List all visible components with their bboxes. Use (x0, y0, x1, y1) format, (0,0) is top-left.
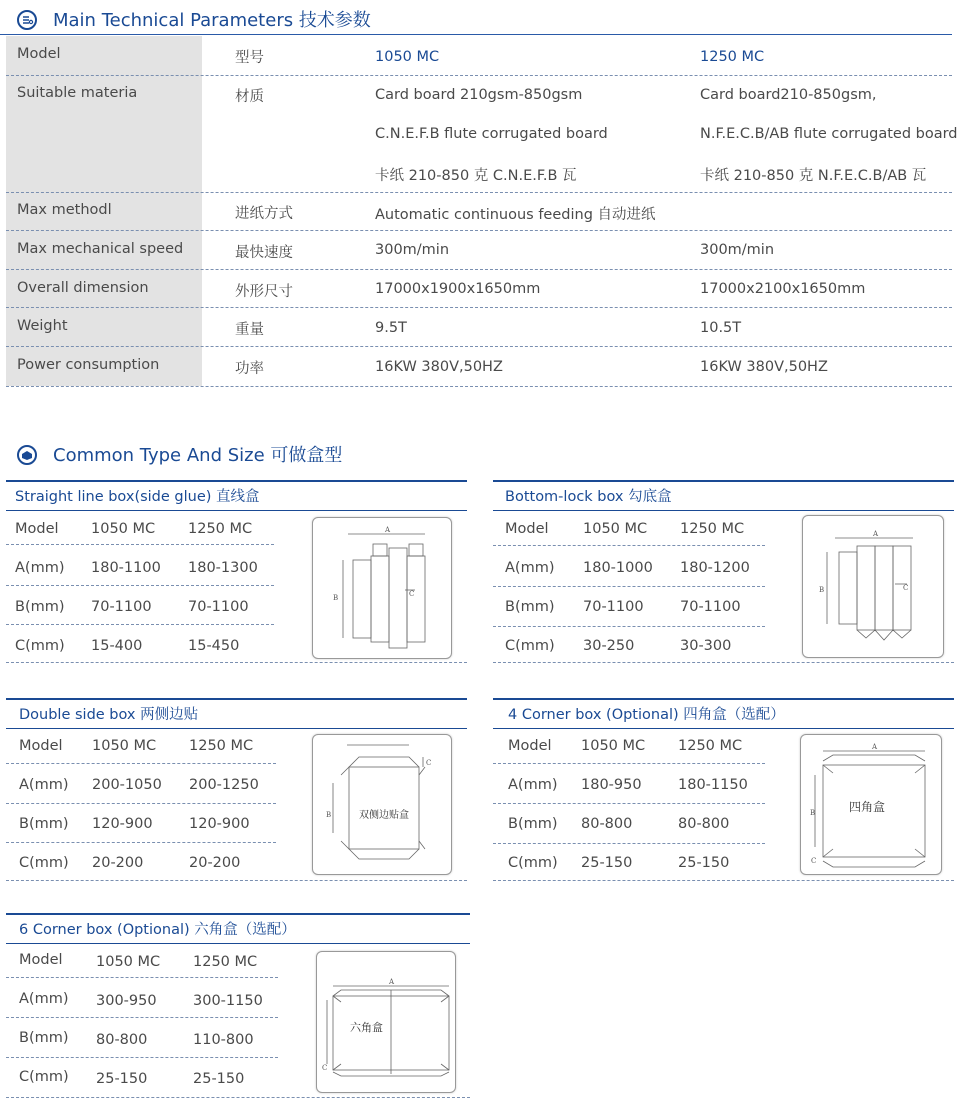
param-label-model: Model (17, 46, 61, 62)
row-divider (493, 843, 765, 844)
dimension-b-label: B (819, 586, 825, 594)
box-top-line (6, 698, 467, 700)
double-row1-1050: 200-1050 (92, 777, 162, 793)
box-top-line (493, 698, 954, 700)
box-top-line (6, 480, 467, 482)
param-model-1250: 1250 MC (700, 49, 765, 65)
param-cn-speed: 最快速度 (235, 245, 293, 261)
dimension-c-label: C (903, 584, 909, 592)
straight-row0-label: Model (15, 521, 59, 537)
four-row0-label: Model (508, 738, 552, 754)
four-row2-1050: 80-800 (581, 816, 633, 832)
straight-row2-label: B(mm) (15, 599, 65, 615)
bottom-row1-1050: 180-1000 (583, 560, 653, 576)
row-divider (493, 880, 954, 881)
six-row2-label: B(mm) (19, 1030, 69, 1046)
six-row1-1250: 300-1150 (193, 993, 263, 1009)
box-header-line (6, 728, 467, 729)
param-dimension-1050: 17000x1900x1650mm (375, 281, 541, 297)
straight-row1-label: A(mm) (15, 560, 65, 576)
straight-row2-1250: 70-1100 (188, 599, 249, 615)
double-row0-label: Model (19, 738, 63, 754)
four-row3-label: C(mm) (508, 855, 558, 871)
four-row1-1050: 180-950 (581, 777, 642, 793)
straight-box-diagram (312, 517, 452, 659)
param-method-value: Automatic continuous feeding 自动进纸 (375, 207, 656, 223)
double-row2-label: B(mm) (19, 816, 69, 832)
four-corner-title: 4 Corner box (Optional) 四角盒（选配） (508, 707, 785, 723)
double-row2-1250: 120-900 (189, 816, 250, 832)
row-divider (493, 803, 765, 804)
box-header-line (493, 510, 954, 511)
row-divider (6, 1017, 278, 1018)
six-row0-1250: 1250 MC (193, 954, 258, 970)
four-row0-1050: 1050 MC (581, 738, 646, 754)
dimension-c-label: C (409, 590, 415, 598)
four-row3-1250: 25-150 (678, 855, 730, 871)
types-header (0, 437, 952, 471)
double-row0-1250: 1250 MC (189, 738, 254, 754)
straight-row3-1050: 15-400 (91, 638, 143, 654)
param-cn-dimension: 外形尺寸 (235, 284, 293, 300)
param-cn-power: 功率 (235, 361, 264, 377)
row-divider (6, 192, 952, 193)
dimension-c-label: C (322, 1064, 328, 1072)
dimension-c-label: C (811, 857, 817, 865)
double-side-diagram (312, 734, 452, 875)
double-row1-label: A(mm) (19, 777, 69, 793)
straight-row3-label: C(mm) (15, 638, 65, 654)
bottom-row0-1050: 1050 MC (583, 521, 648, 537)
param-material-1050-line2: C.N.E.F.B flute corrugated board (375, 126, 608, 142)
row-divider (493, 586, 765, 587)
param-power-1050: 16KW 380V,50HZ (375, 359, 503, 375)
row-divider (6, 307, 952, 308)
six-row0-label: Model (19, 952, 63, 968)
bottom-row3-1250: 30-300 (680, 638, 732, 654)
straight-row2-1050: 70-1100 (91, 599, 152, 615)
bottom-row2-label: B(mm) (505, 599, 555, 615)
four-row0-1250: 1250 MC (678, 738, 743, 754)
param-material-1050-line1: Card board 210gsm-850gsm (375, 87, 583, 103)
dimension-b-label: B (333, 594, 339, 602)
bottom-row0-label: Model (505, 521, 549, 537)
dimension-b-label: B (810, 809, 816, 817)
row-divider (6, 803, 276, 804)
four-row1-1250: 180-1150 (678, 777, 748, 793)
four-corner-box-name: 四角盒 (849, 800, 886, 814)
param-dimension-1250: 17000x2100x1650mm (700, 281, 866, 297)
row-divider (493, 763, 765, 764)
dimension-b-label: B (326, 811, 332, 819)
bottom-row1-1250: 180-1200 (680, 560, 750, 576)
row-divider (6, 662, 467, 663)
box-header-line (493, 728, 954, 729)
six-row3-label: C(mm) (19, 1069, 69, 1085)
row-divider (6, 624, 274, 625)
box-icon (17, 445, 37, 465)
straight-box-header (6, 480, 467, 508)
six-row3-1050: 25-150 (96, 1071, 148, 1087)
double-row3-1050: 20-200 (92, 855, 144, 871)
param-speed-1250: 300m/min (700, 242, 775, 258)
straight-box-title: Straight line box(side glue) 直线盒 (15, 489, 260, 505)
four-row3-1050: 25-150 (581, 855, 633, 871)
double-row2-1050: 120-900 (92, 816, 153, 832)
six-row2-1050: 80-800 (96, 1032, 148, 1048)
six-corner-box-name: 六角盒 (350, 1021, 383, 1034)
param-cn-material: 材质 (235, 89, 264, 105)
param-material-1250-line3: 卡纸 210-850 克 N.F.E.C.B/AB 瓦 (700, 168, 927, 184)
param-cn-model: 型号 (235, 50, 264, 66)
section-divider (0, 34, 952, 35)
six-row1-label: A(mm) (19, 991, 69, 1007)
six-row3-1250: 25-150 (193, 1071, 245, 1087)
double-side-header (6, 698, 467, 726)
param-weight-1250: 10.5T (700, 320, 742, 336)
straight-row3-1250: 15-450 (188, 638, 240, 654)
row-divider (6, 544, 274, 545)
row-divider (6, 880, 467, 881)
box-top-line (493, 480, 954, 482)
param-label-dimension: Overall dimension (17, 280, 149, 296)
four-row2-1250: 80-800 (678, 816, 730, 832)
double-side-box-name: 双侧边贴盒 (359, 810, 409, 821)
six-row0-1050: 1050 MC (96, 954, 161, 970)
row-divider (6, 763, 276, 764)
six-row1-1050: 300-950 (96, 993, 157, 1009)
row-divider (6, 75, 952, 76)
param-power-1250: 16KW 380V,50HZ (700, 359, 828, 375)
four-row2-label: B(mm) (508, 816, 558, 832)
straight-row1-1050: 180-1100 (91, 560, 161, 576)
bottom-row2-1250: 70-1100 (680, 599, 741, 615)
bottom-lock-title: Bottom-lock box 勾底盒 (505, 489, 672, 505)
param-material-1250-line2: N.F.E.C.B/AB flute corrugated board (700, 126, 958, 142)
list-icon (17, 10, 37, 30)
param-label-speed: Max mechanical speed (17, 241, 184, 257)
dimension-a-label: A (873, 530, 879, 538)
row-divider (493, 545, 765, 546)
row-divider (6, 230, 952, 231)
row-divider (6, 1057, 278, 1058)
row-divider (493, 662, 954, 663)
row-divider (493, 626, 765, 627)
four-row1-label: A(mm) (508, 777, 558, 793)
bottom-row3-1050: 30-250 (583, 638, 635, 654)
row-divider (6, 269, 952, 270)
param-material-1250-line1: Card board210-850gsm, (700, 87, 877, 103)
straight-row0-1250: 1250 MC (188, 521, 253, 537)
double-side-title: Double side box 两侧边贴 (19, 707, 199, 723)
param-model-1050: 1050 MC (375, 49, 440, 65)
param-material-1050-line3: 卡纸 210-850 克 C.N.E.F.B 瓦 (375, 168, 577, 184)
row-divider (6, 346, 952, 347)
double-row0-1050: 1050 MC (92, 738, 157, 754)
param-weight-1050: 9.5T (375, 320, 407, 336)
row-divider (6, 386, 952, 387)
types-title: Common Type And Size 可做盒型 (53, 445, 343, 466)
param-label-method: Max methodl (17, 202, 112, 218)
straight-row0-1050: 1050 MC (91, 521, 156, 537)
dimension-a-label: A (389, 978, 395, 986)
six-corner-header (6, 913, 470, 941)
double-row3-label: C(mm) (19, 855, 69, 871)
box-top-line (6, 913, 470, 915)
box-header-line (6, 510, 467, 511)
bottom-lock-header (493, 480, 954, 508)
box-header-line (6, 943, 470, 944)
bottom-row2-1050: 70-1100 (583, 599, 644, 615)
param-label-power: Power consumption (17, 357, 160, 373)
row-divider (6, 1097, 470, 1098)
double-row3-1250: 20-200 (189, 855, 241, 871)
param-cn-method: 进纸方式 (235, 206, 293, 222)
bottom-row0-1250: 1250 MC (680, 521, 745, 537)
bottom-lock-diagram (802, 515, 944, 658)
six-corner-title: 6 Corner box (Optional) 六角盒（选配） (19, 922, 296, 938)
row-divider (6, 842, 276, 843)
six-row2-1250: 110-800 (193, 1032, 254, 1048)
param-label-material: Suitable materia (17, 85, 138, 101)
dimension-c-label: C (426, 759, 432, 767)
row-divider (6, 585, 274, 586)
row-divider (6, 977, 278, 978)
four-corner-header (493, 698, 954, 726)
dimension-a-label: A (872, 743, 878, 751)
bottom-row1-label: A(mm) (505, 560, 555, 576)
dimension-a-label: A (385, 526, 391, 534)
double-row1-1250: 200-1250 (189, 777, 259, 793)
param-label-weight: Weight (17, 318, 68, 334)
param-cn-weight: 重量 (235, 322, 264, 338)
main-params-title: Main Technical Parameters 技术参数 (53, 10, 371, 31)
bottom-row3-label: C(mm) (505, 638, 555, 654)
param-speed-1050: 300m/min (375, 242, 450, 258)
main-params-header (0, 2, 952, 36)
straight-row1-1250: 180-1300 (188, 560, 258, 576)
four-corner-diagram (800, 734, 942, 875)
six-corner-diagram (316, 951, 456, 1093)
